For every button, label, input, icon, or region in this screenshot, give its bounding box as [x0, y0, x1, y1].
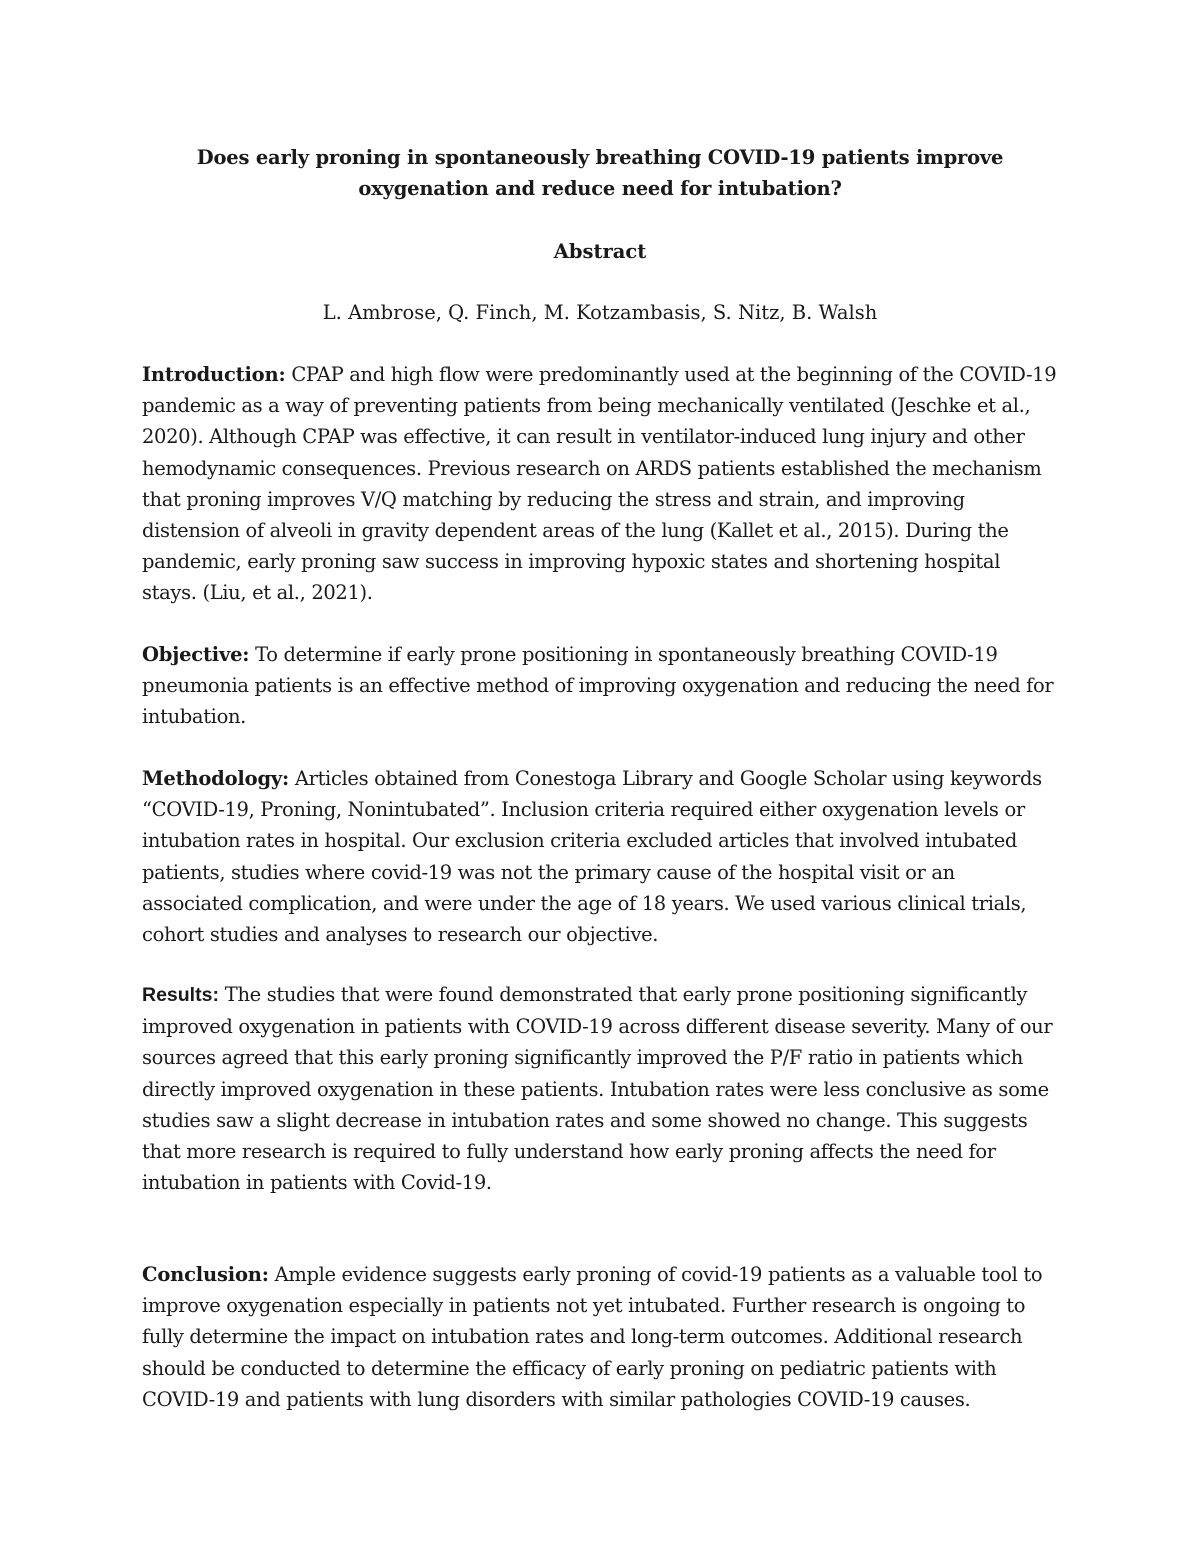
author-list: L. Ambrose, Q. Finch, M. Kotzambasis, S. Nitz, B. Walsh — [322, 301, 878, 324]
introduction-paragraph — [142, 359, 1060, 609]
abstract-heading: Abstract — [553, 240, 647, 263]
results-label: Results: — [142, 984, 219, 1006]
results-paragraph — [142, 979, 1060, 1198]
conclusion-text: Ample evidence suggests early proning of covid-19 patients as a valuable tool to improve oxygenation especially in patients not yet intubated. Further research is ongoing to fully determine the impact on intubation rates and long-term outcomes. Additional research should be conducted to determine the efficacy of early proning on pediatric patients with COVID-19 and patients with lung disorders with similar pathologies COVID-19 causes. — [142, 1263, 1043, 1411]
document-title: Does early proning in spontaneously breathing COVID-19 patients improve oxygenation and reduce need for intubation? — [196, 146, 1004, 200]
conclusion-label: Conclusion: — [142, 1263, 269, 1286]
methodology-label: Methodology: — [142, 767, 290, 790]
methodology-text: Articles obtained from Conestoga Library and Google Scholar using keywords “COVID-19, Proning, Nonintubated”. Inclusion criteria required either oxygenation levels or intubation rates in hospital. Our exclusion criteria excluded articles that involved intubated patients, studies where covid-19 was not the primary cause of the hospital visit or an associated complication, and were under the age of 18 years. We used various clinical trials, cohort studies and analyses to research our objective. — [142, 767, 1042, 947]
methodology-paragraph — [142, 763, 1060, 950]
introduction-text: CPAP and high flow were predominantly used at the beginning of the COVID-19 pandemic as a way of preventing patients from being mechanically ventilated (Jeschke et al., 2020). Although CPAP was effective, it can result in ventilator-induced lung injury and other hemodynamic consequences. Previous research on ARDS patients established the mechanism that proning improves V/Q matching by reducing the stress and strain, and improving distension of alveoli in gravity dependent areas of the lung (Kallet et al., 2015). During the pandemic, early proning saw success in improving hypoxic states and shortening hospital stays. (Liu, et al., 2021). — [142, 363, 1057, 605]
introduction-label: Introduction: — [142, 363, 286, 386]
objective-label: Objective: — [142, 643, 250, 666]
conclusion-paragraph — [142, 1259, 1060, 1415]
results-text: The studies that were found demonstrated that early prone positioning significantly improved oxygenation in patients with COVID-19 across different disease severity. Many of our sources agreed that this early proning significantly improved the P/F ratio in patients which directly improved oxygenation in these patients. Intubation rates were less conclusive as some studies saw a slight decrease in intubation rates and some showed no change. This suggests that more research is required to fully understand how early proning affects the need for intubation in patients with Covid-19. — [142, 983, 1053, 1195]
objective-paragraph — [142, 639, 1060, 733]
objective-text: To determine if early prone positioning in spontaneously breathing COVID-19 pneumonia patients is an effective method of improving oxygenation and reducing the need for intubation. — [142, 643, 1054, 729]
